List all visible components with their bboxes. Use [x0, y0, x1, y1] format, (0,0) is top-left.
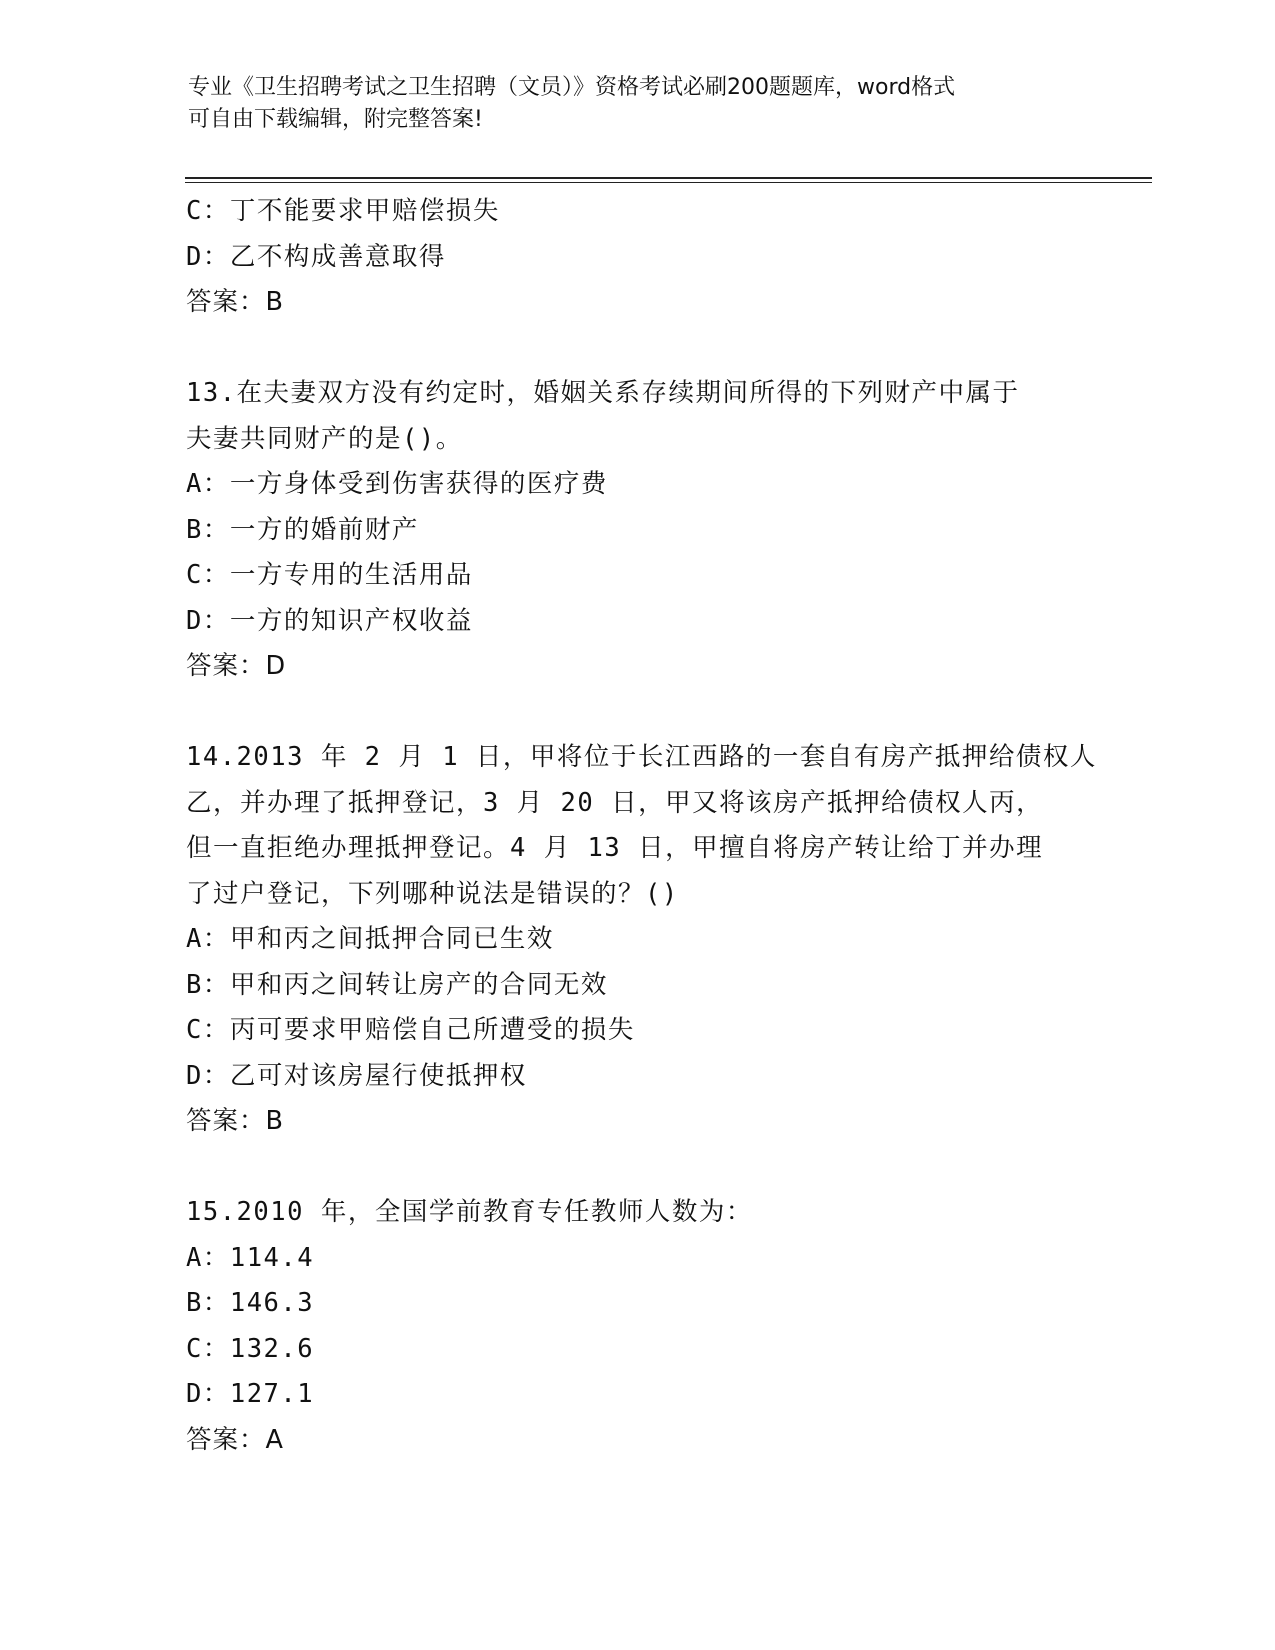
option-d: D：127.1 — [186, 1379, 315, 1409]
answer: 答案：B — [186, 1106, 284, 1136]
option-b: B：甲和丙之间转让房产的合同无效 — [186, 969, 608, 1000]
question-15 — [186, 1190, 1086, 1463]
question-text: 13.在夫妻双方没有约定时，婚姻关系存续期间所得的下列财产中属于 — [186, 378, 1020, 408]
spacer — [186, 326, 1086, 372]
option-c: C：132.6 — [186, 1333, 315, 1364]
option-a: A：甲和丙之间抵押合同已生效 — [186, 924, 554, 954]
option-c: C：丁不能要求甲赔偿损失 — [186, 196, 500, 226]
answer: 答案：B — [186, 287, 284, 317]
option-a: A：一方身体受到伤害获得的医疗费 — [186, 469, 608, 499]
question-13 — [186, 371, 1086, 690]
option-d: D：乙不构成善意取得 — [186, 241, 446, 272]
question-text: 但一直拒绝办理抵押登记。4 月 13 日，甲擅自将房产转让给丁并办理 — [186, 833, 1044, 863]
header-rule-thick — [185, 177, 1152, 179]
answer: 答案：D — [186, 651, 287, 681]
question-text: 夫妻共同财产的是()。 — [186, 423, 463, 454]
header-line-2: 可自由下载编辑，附完整答案! — [188, 107, 483, 132]
spacer — [186, 1145, 1086, 1191]
prev-question — [186, 189, 1086, 326]
document-body — [186, 189, 1097, 1463]
spacer — [186, 690, 1086, 736]
option-b: B：146.3 — [186, 1288, 315, 1318]
header-rule-thin — [185, 182, 1152, 183]
document-header — [188, 72, 1088, 136]
question-text: 了过户登记，下列哪种说法是错误的？() — [186, 878, 679, 909]
answer: 答案：A — [186, 1424, 284, 1455]
option-a: A：114.4 — [186, 1242, 315, 1273]
question-text: 14.2013 年 2 月 1 日，甲将位于长江西路的一套自有房产抵押给债权人 — [186, 742, 1097, 772]
option-c: C：一方专用的生活用品 — [186, 560, 473, 590]
question-text: 乙，并办理了抵押登记，3 月 20 日，甲又将该房产抵押给债权人丙， — [186, 787, 1044, 818]
question-14 — [186, 735, 1097, 1145]
option-b: B：一方的婚前财产 — [186, 514, 419, 545]
option-c: C：丙可要求甲赔偿自己所遭受的损失 — [186, 1015, 635, 1045]
header-line-1: 专业《卫生招聘考试之卫生招聘（文员）》资格考试必刷200题题库，word格式 — [188, 75, 956, 100]
option-d: D：一方的知识产权收益 — [186, 605, 473, 636]
option-d: D：乙可对该房屋行使抵押权 — [186, 1060, 527, 1091]
question-text: 15.2010 年，全国学前教育专任教师人数为： — [186, 1197, 753, 1227]
